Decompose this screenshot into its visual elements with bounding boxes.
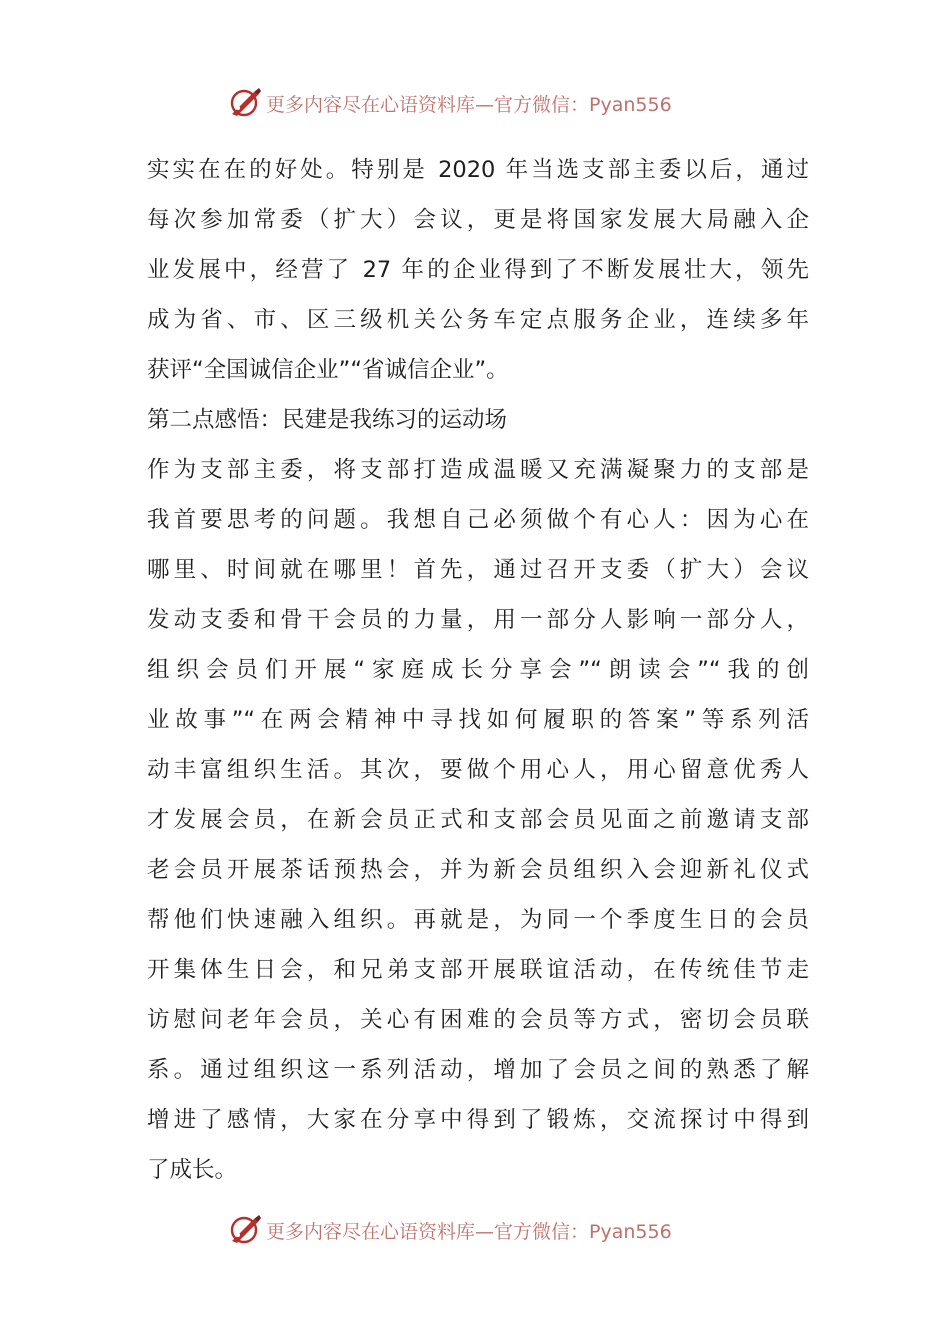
text-line: 每次参加常委（扩大）会议，更是将国家发展大局融入企 [147,207,809,233]
text-line: 业发展中，经营了 27 年的企业得到了不断发展壮大，领先 [147,257,809,283]
text-line: 实实在在的好处。特别是 2020 年当选支部主委以后，通过 [147,157,809,183]
pen-circle-logo-icon [228,86,262,120]
text-line: 作为支部主委，将支部打造成温暖又充满凝聚力的支部是 [147,457,809,483]
pen-circle-logo-icon [228,1213,262,1247]
text-line: 帮他们快速融入组织。再就是，为同一个季度生日的会员 [147,907,809,933]
text-line: 访慰问老年会员，关心有困难的会员等方式，密切会员联 [147,1007,809,1033]
footer-watermark [228,1210,672,1250]
text-line: 老会员开展茶话预热会，并为新会员组织入会迎新礼仪式 [147,857,809,883]
document-body [147,145,809,1195]
text-line: 增进了感情，大家在分享中得到了锻炼，交流探讨中得到 [147,1107,809,1133]
text-line: 开集体生日会，和兄弟支部开展联谊活动，在传统佳节走 [147,957,809,983]
text-line: 成为省、市、区三级机关公务车定点服务企业，连续多年 [147,307,809,333]
text-line: 我首要思考的问题。我想自己必须做个有心人：因为心在 [147,507,809,533]
text-line: 发动支委和骨干会员的力量，用一部分人影响一部分人， [147,607,809,633]
text-line: 业故事”“在两会精神中寻找如何履职的答案”等系列活 [147,707,809,733]
text-line: 系。通过组织这一系列活动，增加了会员之间的熟悉了解 [147,1057,809,1083]
watermark-brand: 更多内容尽在心语资料库 [266,1220,476,1243]
watermark-contact: —官方微信：Pyan556 [475,1220,672,1243]
text-line: 动丰富组织生活。其次，要做个用心人，用心留意优秀人 [147,757,809,783]
text-line: 获评“全国诚信企业”“省诚信企业”。 [147,357,509,383]
text-line: 哪里、时间就在哪里！首先，通过召开支委（扩大）会议 [147,557,809,583]
text-line: 才发展会员，在新会员正式和支部会员见面之前邀请支部 [147,807,809,833]
text-line: 组织会员们开展“家庭成长分享会”“朗读会”“我的创 [147,657,809,683]
section-heading: 第二点感悟：民建是我练习的运动场 [147,407,508,433]
watermark-contact: —官方微信：Pyan556 [475,93,672,116]
text-line: 了成长。 [147,1157,238,1183]
watermark-brand: 更多内容尽在心语资料库 [266,93,476,116]
header-watermark [228,83,672,123]
